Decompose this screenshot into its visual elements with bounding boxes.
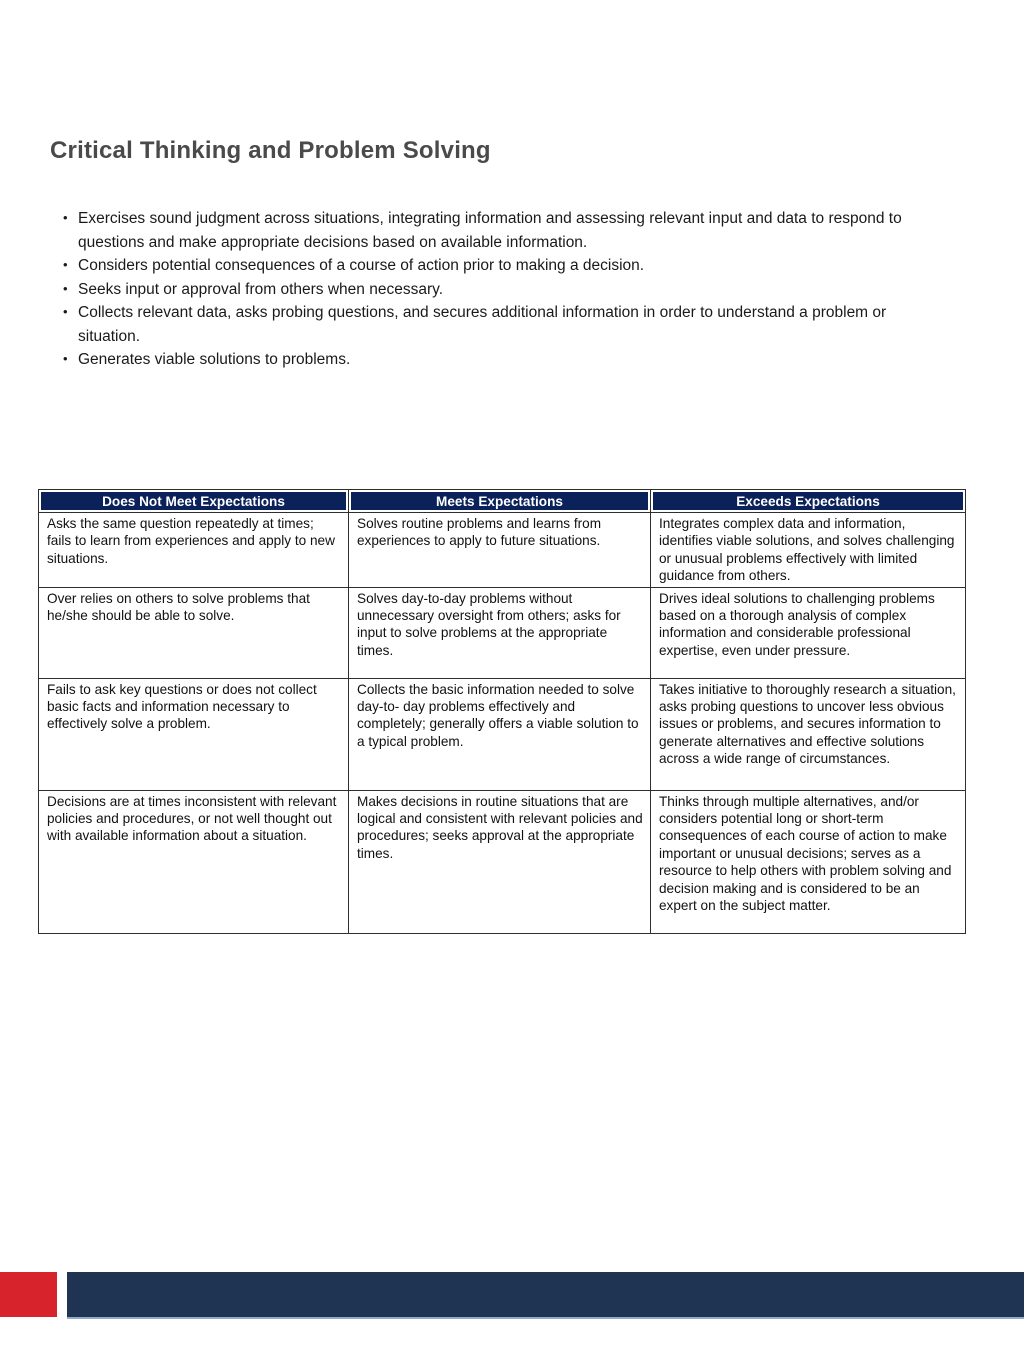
table-row bbox=[39, 587, 966, 678]
bullet-item bbox=[63, 254, 951, 278]
bullet-text: Generates viable solutions to problems. bbox=[78, 351, 351, 368]
table-cell: Takes initiative to thoroughly research a situation, asks probing questions to uncover less obvious issues or problems, and secures information to generate alternatives and effective solutions across a wide range of circumstances. bbox=[651, 678, 966, 790]
bullet-dot-icon: • bbox=[63, 257, 68, 272]
table-cell: Thinks through multiple alternatives, and/or considers potential long or short-term consequences of each course of action to make important or unusual decisions; serves as a resource to help others with problem solving and decision making and is considered to be an expert on the subject matter. bbox=[651, 790, 966, 933]
table-cell: Solves day-to-day problems without unnecessary oversight from others; asks for input to solve problems at the appropriate times. bbox=[349, 587, 651, 678]
table-cell: Makes decisions in routine situations that are logical and consistent with relevant policies and procedures; seeks approval at the appropriate times. bbox=[349, 790, 651, 933]
table-cell: Asks the same question repeatedly at times; fails to learn from experiences and apply to new situations. bbox=[39, 513, 349, 588]
bullet-item bbox=[63, 207, 951, 254]
table-row bbox=[39, 790, 966, 933]
bullet-text: Collects relevant data, asks probing questions, and secures additional information in order to understand a problem or situation. bbox=[78, 304, 887, 345]
table-cell: Over relies on others to solve problems that he/she should be able to solve. bbox=[39, 587, 349, 678]
page-title: Critical Thinking and Problem Solving bbox=[50, 137, 491, 165]
table-row bbox=[39, 678, 966, 790]
bullet-dot-icon: • bbox=[63, 210, 68, 225]
table-cell: Collects the basic information needed to solve day-to- day problems effectively and completely; generally offers a viable solution to a typical problem. bbox=[349, 678, 651, 790]
bullet-dot-icon: • bbox=[63, 351, 68, 366]
bullet-dot-icon: • bbox=[63, 304, 68, 319]
bullet-dot-icon: • bbox=[63, 280, 68, 296]
column-header-does-not-meet: Does Not Meet Expectations bbox=[39, 490, 349, 513]
table-cell: Drives ideal solutions to challenging problems based on a thorough analysis of complex information and considerable professional expertise, even under pressure. bbox=[651, 587, 966, 678]
table-cell: Fails to ask key questions or does not collect basic facts and information necessary to effectively solve a problem. bbox=[39, 678, 349, 790]
column-header-meets: Meets Expectations bbox=[349, 490, 651, 513]
bullet-item bbox=[63, 278, 951, 302]
footer-red-accent bbox=[0, 1272, 57, 1317]
table-header-row bbox=[39, 490, 966, 513]
table-cell: Decisions are at times inconsistent with relevant policies and procedures, or not well thought out with available information about a situation. bbox=[39, 790, 349, 933]
table-cell: Solves routine problems and learns from experiences to apply to future situations. bbox=[349, 513, 651, 588]
bullet-list bbox=[63, 207, 951, 372]
footer-bar bbox=[67, 1272, 1024, 1319]
table-cell: Integrates complex data and information, identifies viable solutions, and solves challenging or unusual problems effectively with limited guidance from others. bbox=[651, 513, 966, 588]
column-header-exceeds: Exceeds Expectations bbox=[651, 490, 966, 513]
bullet-item bbox=[63, 301, 951, 348]
bullet-text: Exercises sound judgment across situations, integrating information and assessing relevant input and data to respond to questions and make appropriate decisions based on available information. bbox=[78, 210, 902, 251]
table-row bbox=[39, 513, 966, 588]
expectations-table bbox=[38, 489, 966, 934]
bullet-text: Seeks input or approval from others when necessary. bbox=[78, 280, 444, 298]
bullet-text: Considers potential consequences of a course of action prior to making a decision. bbox=[78, 257, 645, 274]
bullet-item bbox=[63, 348, 951, 372]
